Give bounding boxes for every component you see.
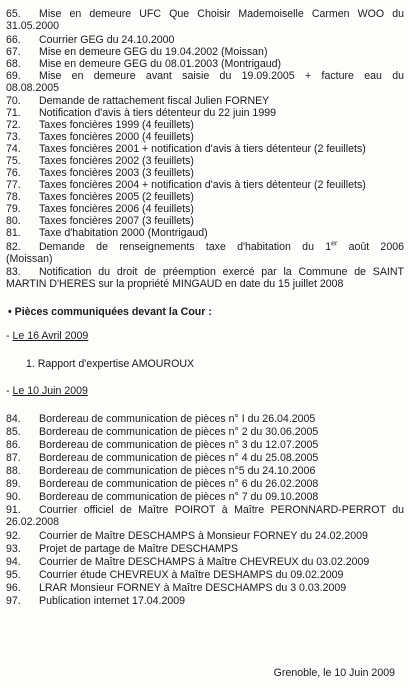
list-item xyxy=(6,107,404,119)
item-continuation: (Moissan) xyxy=(6,253,53,265)
item-number: 93. xyxy=(6,543,21,555)
item-number: 79. xyxy=(6,203,21,215)
list-item: 1. Rapport d'expertise AMOUROUX xyxy=(26,358,195,370)
list-item xyxy=(6,70,404,82)
item-number: 96. xyxy=(6,582,21,594)
item-number: 77. xyxy=(6,179,21,191)
item-text: Courrier officiel de Maître POIROT à Maître PERONNARD-PERROT du xyxy=(39,504,404,516)
item-number: 66. xyxy=(6,34,21,46)
list-item xyxy=(6,191,404,203)
date-prefix: - xyxy=(6,330,13,342)
date-heading xyxy=(6,330,88,342)
item-text: Taxes foncières 2005 (2 feuillets) xyxy=(39,191,194,203)
item-number: 84. xyxy=(6,413,21,425)
item-text: Demande de rattachement fiscal Julien FORNEY xyxy=(39,95,270,107)
list-item xyxy=(6,143,404,155)
item-text: Mise en demeure avant saisie du 19.09.2005 + facture eau du xyxy=(39,70,404,82)
list-item xyxy=(6,203,404,215)
item-continuation: MARTIN D'HERES sur la propriété MINGAUD en date du 15 juillet 2008 xyxy=(6,278,344,290)
list-item xyxy=(6,155,404,167)
item-number: 73. xyxy=(6,131,21,143)
list-item xyxy=(6,504,404,516)
item-text: Bordereau de communication de pièces n° 4 du 25.08.2005 xyxy=(39,452,319,464)
item-text: Projet de partage de Maître DESCHAMPS xyxy=(39,543,239,555)
list-item xyxy=(6,227,404,239)
list-item xyxy=(6,266,404,278)
item-number: 94. xyxy=(6,556,21,568)
item-number: 70. xyxy=(6,95,21,107)
item-text: Taxes foncières 2003 (3 feuillets) xyxy=(39,167,194,179)
list-item xyxy=(6,452,404,464)
list-item xyxy=(6,58,404,70)
item-text: LRAR Monsieur FORNEY à Maître DESCHAMPS du 3 0.03.2009 xyxy=(39,582,347,594)
item-text: Taxe d'habitation 2000 (Montrigaud) xyxy=(39,227,208,239)
item-number: 85. xyxy=(6,426,21,438)
item-number: 91. xyxy=(6,504,21,516)
item-text: Bordereau de communication de pièces n° 2 du 30.06.2005 xyxy=(39,426,319,438)
list-item xyxy=(6,478,404,490)
item-number: 72. xyxy=(6,119,21,131)
list-item xyxy=(6,439,404,451)
item-text: Notification du droit de préemption exercé par la Commune de SAINT xyxy=(39,266,404,278)
item-number: 71. xyxy=(6,107,21,119)
item-text: Taxes foncières 2000 (4 feuillets) xyxy=(39,131,194,143)
item-number: 67. xyxy=(6,46,21,58)
date-text: Le 10 Juin 2009 xyxy=(12,385,88,397)
item-number: 80. xyxy=(6,215,21,227)
item-text: Mise en demeure GEG du 08.01.2003 (Montrigaud) xyxy=(39,58,282,70)
list-item xyxy=(6,8,404,20)
item-text: Taxes foncières 2006 (4 feuillets) xyxy=(39,203,194,215)
item-text: Bordereau de communication de pièces n°5 du 24.10.2006 xyxy=(39,465,316,477)
item-number: 78. xyxy=(6,191,21,203)
list-item xyxy=(6,119,404,131)
item-continuation: 08.08.2005 xyxy=(6,82,60,94)
item-text: Courrier GEG du 24.10.2000 xyxy=(39,34,175,46)
item-text: Courrier de Maître DESCHAMPS à Monsieur FORNEY du 24.02.2009 xyxy=(39,530,368,542)
item-text: Courrier étude CHEVREUX à Maître DESHAMPS du 09.02.2009 xyxy=(39,569,344,581)
section-heading: • Pièces communiquées devant la Cour : xyxy=(8,306,212,318)
item-number: 97. xyxy=(6,595,21,607)
list-item xyxy=(6,34,404,46)
item-text: Demande de renseignements taxe d'habitation du 1 xyxy=(39,241,332,253)
item-text: Notification d'avis à tiers détenteur du 22 juin 1999 xyxy=(39,107,276,119)
list-item xyxy=(6,167,404,179)
item-number: 75. xyxy=(6,155,21,167)
list-item xyxy=(6,465,404,477)
date-text: Le 16 Avril 2009 xyxy=(12,330,89,342)
item-text: Publication internet 17.04.2009 xyxy=(39,595,186,607)
item-continuation: 26.02.2008 xyxy=(6,516,60,528)
item-text: Bordereau de communication de pièces n° 6 du 26.02.2008 xyxy=(39,478,319,490)
date-prefix: - xyxy=(6,385,13,397)
item-text: Taxes foncières 2004 + notification d'avis à tiers détenteur (2 feuillets) xyxy=(39,179,366,191)
item-continuation: 31.05.2000 xyxy=(6,20,60,32)
list-item xyxy=(6,215,404,227)
item-text-end: août 2006 xyxy=(337,241,404,253)
item-text: Courrier de Maître DESCHAMPS à Maître CHEVREUX du 03.02.2009 xyxy=(39,556,370,568)
list-item xyxy=(6,95,404,107)
superscript: er xyxy=(331,240,338,248)
item-text: Bordereau de communication de pièces n° I du 26.04.2005 xyxy=(39,413,316,425)
item-text: Bordereau de communication de pièces n° 3 du 12.07.2005 xyxy=(39,439,319,451)
item-number: 65. xyxy=(6,8,21,20)
item-number: 95. xyxy=(6,569,21,581)
list-item xyxy=(6,556,404,568)
signature-date: Grenoble, le 10 Juin 2009 xyxy=(273,667,395,679)
item-text: Bordereau de communication de pièces n° 7 du 09.10.2008 xyxy=(39,491,319,503)
list-item xyxy=(6,426,404,438)
list-item xyxy=(6,179,404,191)
list-item xyxy=(6,530,404,542)
item-number: 88. xyxy=(6,465,21,477)
list-item xyxy=(6,46,404,58)
item-text: Taxes foncières 2002 (3 feuillets) xyxy=(39,155,194,167)
item-number: 87. xyxy=(6,452,21,464)
item-number: 74. xyxy=(6,143,21,155)
item-text: Taxes foncières 1999 (4 feuillets) xyxy=(39,119,194,131)
item-text: Mise en demeure UFC Que Choisir Mademoiselle Carmen WOO du xyxy=(39,8,404,20)
list-item xyxy=(6,491,404,503)
list-item xyxy=(6,595,404,607)
item-number: 76. xyxy=(6,167,21,179)
list-item xyxy=(6,569,404,581)
item-number: 68. xyxy=(6,58,21,70)
item-number: 69. xyxy=(6,70,21,82)
item-number: 86. xyxy=(6,439,21,451)
item-number: 83. xyxy=(6,266,21,278)
list-item xyxy=(6,131,404,143)
item-number: 89. xyxy=(6,478,21,490)
item-number: 90. xyxy=(6,491,21,503)
item-text: Mise en demeure GEG du 19.04.2002 (Moissan) xyxy=(39,46,268,58)
item-number: 92. xyxy=(6,530,21,542)
list-item xyxy=(6,543,404,555)
item-text: Taxes foncières 2001 + notification d'avis à tiers détenteur (2 feuillets) xyxy=(39,143,366,155)
item-number: 81. xyxy=(6,227,21,239)
date-heading xyxy=(6,385,88,397)
list-item xyxy=(6,413,404,425)
item-number: 82. xyxy=(6,241,21,253)
list-item xyxy=(6,582,404,594)
item-text: Taxes foncières 2007 (3 feuillets) xyxy=(39,215,194,227)
list-item xyxy=(6,241,404,253)
